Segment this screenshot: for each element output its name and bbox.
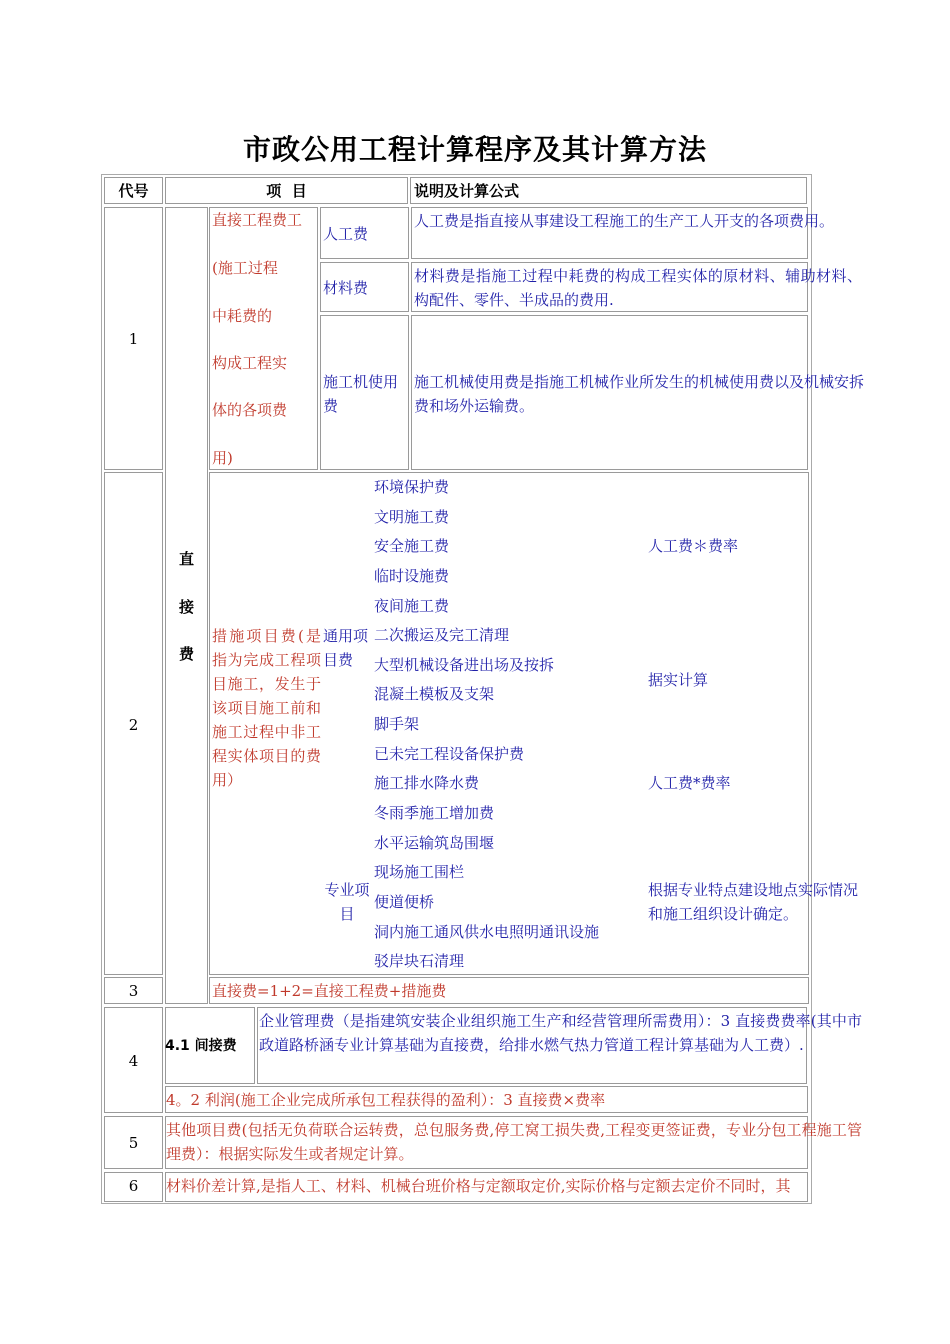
row2-formula-1: 人工费＊费率 bbox=[648, 537, 739, 555]
list-item: 大型机械设备进出场及按拆 bbox=[374, 656, 555, 674]
list-item: 临时设施费 bbox=[374, 567, 450, 585]
row2-general-label: 通用项目费 bbox=[323, 627, 369, 669]
page-title: 市政公用工程计算程序及其计算方法 bbox=[242, 133, 707, 166]
row1-code: 1 bbox=[128, 330, 139, 348]
list-item: 驳岸块石清理 bbox=[374, 952, 465, 970]
row2-code: 2 bbox=[128, 716, 139, 734]
list-item: 二次搬运及完工清理 bbox=[374, 626, 510, 644]
row2-formula-3: 人工费*费率 bbox=[648, 774, 731, 792]
list-item: 水平运输筑岛围堰 bbox=[374, 834, 495, 852]
row4-sub1-label: 4.1 间接费 bbox=[165, 1038, 237, 1054]
row1-item-machine: 施工机使用费 bbox=[323, 373, 399, 415]
header-item: 项 目 bbox=[266, 182, 307, 200]
list-item: 安全施工费 bbox=[374, 537, 450, 555]
row3-text: 直接费=1+2=直接工程费+措施费 bbox=[212, 982, 447, 1000]
list-item: 便道便桥 bbox=[374, 893, 435, 911]
row2-category: 措施项目费(是指为完成工程项目施工，发生于该项目施工前和施工过程中非工程实体项目的费用） bbox=[212, 627, 321, 789]
row6-code: 6 bbox=[128, 1177, 139, 1195]
row6-text: 材料价差计算,是指人工、材料、机械台班价格与定额取定价,实际价格与定额去定价不同时，其 bbox=[166, 1177, 791, 1195]
list-item: 夜间施工费 bbox=[374, 597, 450, 615]
row1-desc-machine: 施工机械使用费是指施工机械作业所发生的机械使用费以及机械安拆费和场外运输费。 bbox=[414, 373, 865, 415]
row1-item-material: 材料费 bbox=[323, 279, 369, 297]
row2-formula-2: 据实计算 bbox=[648, 671, 709, 689]
list-item: 脚手架 bbox=[374, 715, 420, 733]
row4-sub1-text: 企业管理费（是指建筑安装企业组织施工生产和经营管理所需费用）：3 直接费费率(其中市政道路桥涵专业计算基础为直接费，给排水燃气热力管道工程计算基础为人工费）. bbox=[259, 1012, 862, 1054]
list-item: 环境保护费 bbox=[374, 478, 450, 496]
row3-code: 3 bbox=[128, 982, 139, 1000]
row2-special-label: 专业项目 bbox=[324, 881, 370, 923]
row5-text: 其他项目费(包括无负荷联合运转费，总包服务费,停工窝工损失费,工程变更签证费，专业分包工程施工管理费）：根据实际发生或者规定计算。 bbox=[166, 1121, 862, 1163]
list-item: 已未完工程设备保护费 bbox=[374, 745, 525, 763]
row4-sub2-text: 4。2 利润(施工企业完成所承包工程获得的盈利）：3 直接费×费率 bbox=[166, 1091, 606, 1109]
list-item: 文明施工费 bbox=[374, 508, 450, 526]
row1-desc-labor: 人工费是指直接从事建设工程施工的生产工人开支的各项费用。 bbox=[414, 212, 835, 230]
row4-code: 4 bbox=[128, 1052, 139, 1070]
list-item: 混凝土模板及支架 bbox=[374, 685, 495, 703]
list-item: 现场施工围栏 bbox=[374, 863, 465, 881]
list-item: 冬雨季施工增加费 bbox=[374, 804, 495, 822]
list-item: 洞内施工通风供水电照明通讯设施 bbox=[374, 923, 600, 941]
row1-item-labor: 人工费 bbox=[323, 225, 369, 243]
list-item: 施工排水降水费 bbox=[374, 774, 480, 792]
row5-code: 5 bbox=[128, 1134, 139, 1152]
header-code: 代号 bbox=[118, 182, 149, 200]
row2-formula-4: 根据专业特点建设地点实际情况和施工组织设计确定。 bbox=[648, 881, 859, 923]
row1-desc-material: 材料费是指施工过程中耗费的构成工程实体的原材料、辅助材料、构配件、零件、半成品的费用. bbox=[414, 267, 862, 309]
header-desc: 说明及计算公式 bbox=[414, 182, 520, 200]
